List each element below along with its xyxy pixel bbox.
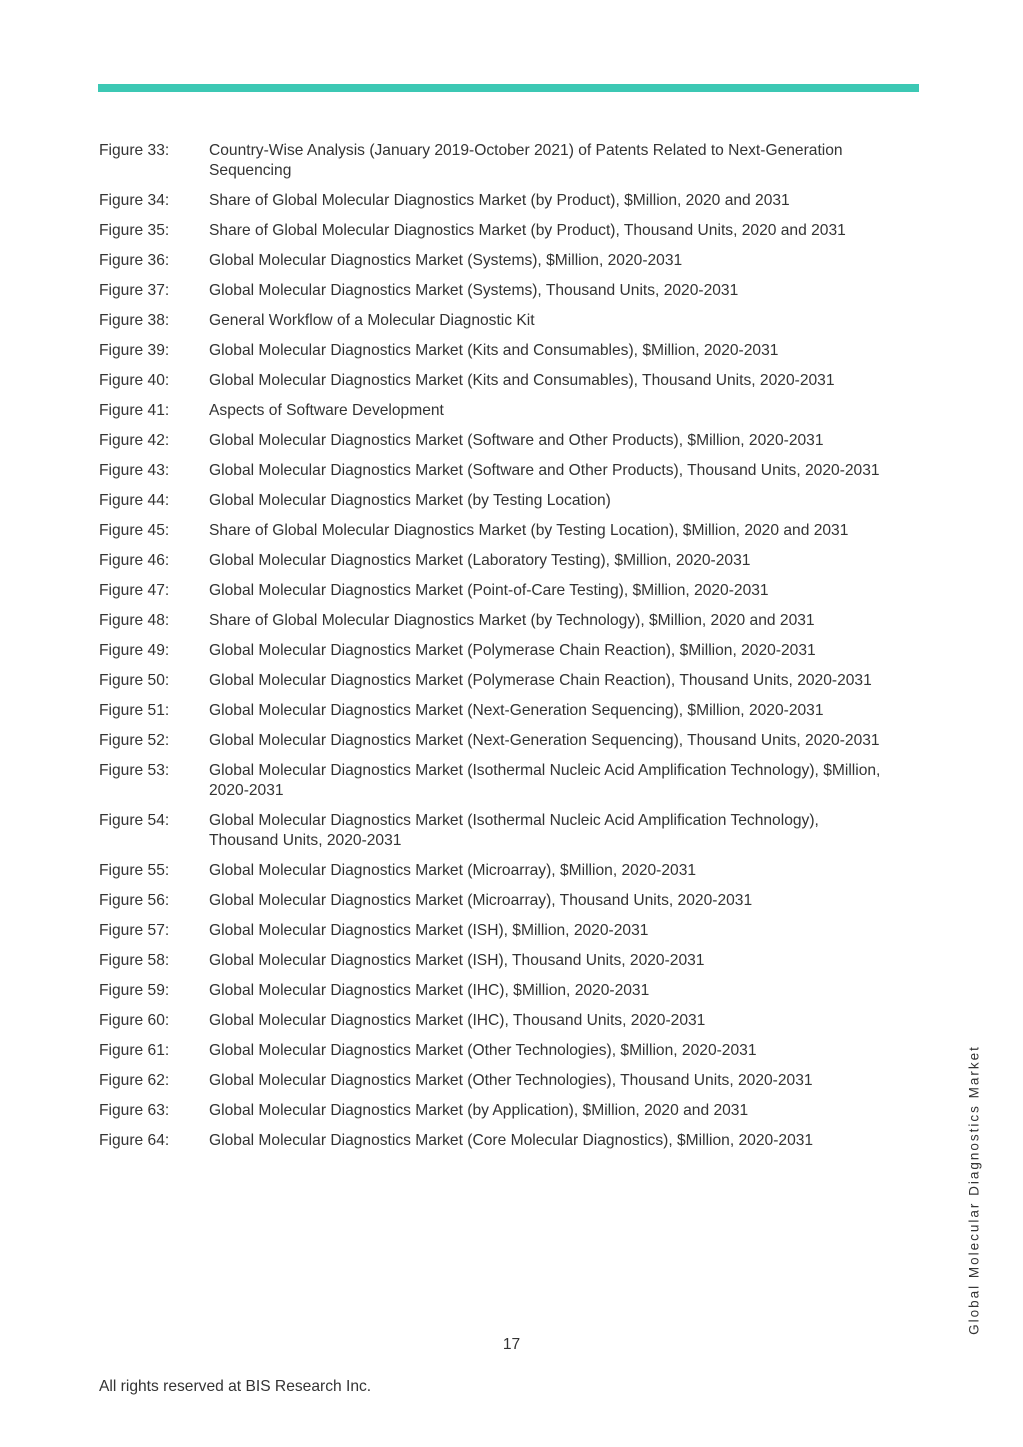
figure-number: Figure 55: [99, 862, 170, 879]
figure-entry[interactable] [99, 221, 899, 241]
figure-entry[interactable] [99, 491, 899, 511]
figure-title: Global Molecular Diagnostics Market (Core Molecular Diagnostics), $Million, 2020-2031 [209, 1132, 814, 1149]
figure-entry[interactable] [99, 861, 899, 881]
figure-entry[interactable] [99, 311, 899, 331]
figure-title: Global Molecular Diagnostics Market (Polymerase Chain Reaction), Thousand Units, 2020-2031 [209, 672, 872, 689]
figure-entry[interactable] [99, 641, 899, 661]
figure-title: Aspects of Software Development [209, 402, 444, 419]
figure-entry[interactable] [99, 281, 899, 301]
figure-title: Global Molecular Diagnostics Market (Next-Generation Sequencing), $Million, 2020-2031 [209, 702, 824, 719]
figure-title: Global Molecular Diagnostics Market (Software and Other Products), $Million, 2020-2031 [209, 432, 824, 449]
figure-entry[interactable] [99, 811, 899, 851]
figure-number: Figure 51: [99, 702, 170, 719]
figure-number: Figure 35: [99, 222, 170, 239]
figure-entry[interactable] [99, 891, 899, 911]
figure-title: Global Molecular Diagnostics Market (Other Technologies), Thousand Units, 2020-2031 [209, 1072, 813, 1089]
figure-title: Global Molecular Diagnostics Market (by Application), $Million, 2020 and 2031 [209, 1102, 749, 1119]
figure-number: Figure 61: [99, 1042, 170, 1059]
figure-number: Figure 50: [99, 672, 170, 689]
figure-number: Figure 45: [99, 522, 170, 539]
figure-title: Global Molecular Diagnostics Market (by Testing Location) [209, 492, 611, 509]
figure-entry[interactable] [99, 701, 899, 721]
figure-number: Figure 42: [99, 432, 170, 449]
figure-entry[interactable] [99, 551, 899, 571]
figure-number: Figure 57: [99, 922, 170, 939]
figure-title: Global Molecular Diagnostics Market (ISH), $Million, 2020-2031 [209, 922, 649, 939]
footer-copyright: All rights reserved at BIS Research Inc. [99, 1378, 372, 1395]
figure-number: Figure 54: [99, 812, 170, 829]
figure-number: Figure 62: [99, 1072, 170, 1089]
figure-number: Figure 53: [99, 762, 170, 779]
figure-number: Figure 37: [99, 282, 170, 299]
figure-number: Figure 44: [99, 492, 170, 509]
figure-entry[interactable] [99, 341, 899, 361]
figure-entry[interactable] [99, 921, 899, 941]
figure-entry[interactable] [99, 141, 899, 181]
figure-title: Share of Global Molecular Diagnostics Market (by Product), Thousand Units, 2020 and 2031 [209, 222, 846, 239]
figure-title: Global Molecular Diagnostics Market (Other Technologies), $Million, 2020-2031 [209, 1042, 757, 1059]
figure-entry[interactable] [99, 251, 899, 271]
figure-title: Global Molecular Diagnostics Market (Systems), $Million, 2020-2031 [209, 252, 683, 269]
figure-entry[interactable] [99, 1011, 899, 1031]
figure-entry[interactable] [99, 951, 899, 971]
figure-number: Figure 49: [99, 642, 170, 659]
figure-title: Global Molecular Diagnostics Market (Software and Other Products), Thousand Units, 2020-2031 [209, 462, 880, 479]
figure-number: Figure 60: [99, 1012, 170, 1029]
figure-title: Global Molecular Diagnostics Market (IHC), Thousand Units, 2020-2031 [209, 1012, 706, 1029]
figure-title: Global Molecular Diagnostics Market (Microarray), $Million, 2020-2031 [209, 862, 697, 879]
figure-title: Global Molecular Diagnostics Market (Point-of-Care Testing), $Million, 2020-2031 [209, 582, 769, 599]
figure-entry[interactable] [99, 191, 899, 211]
header-accent-bar [98, 84, 919, 92]
figure-title: Country-Wise Analysis (January 2019-October 2021) of Patents Related to Next-Generation Sequencing [209, 142, 843, 179]
page-number: 17 [502, 1336, 521, 1353]
figure-title: Global Molecular Diagnostics Market (Microarray), Thousand Units, 2020-2031 [209, 892, 753, 909]
figure-entry[interactable] [99, 981, 899, 1001]
figure-title: Global Molecular Diagnostics Market (Next-Generation Sequencing), Thousand Units, 2020-2031 [209, 732, 880, 749]
figure-title: Global Molecular Diagnostics Market (IHC), $Million, 2020-2031 [209, 982, 650, 999]
figure-entry[interactable] [99, 731, 899, 751]
figure-title: General Workflow of a Molecular Diagnostic Kit [209, 312, 535, 329]
figure-entry[interactable] [99, 671, 899, 691]
figure-number: Figure 33: [99, 142, 170, 159]
figure-title: Global Molecular Diagnostics Market (Laboratory Testing), $Million, 2020-2031 [209, 552, 751, 569]
figure-number: Figure 41: [99, 402, 170, 419]
figure-title: Global Molecular Diagnostics Market (Kits and Consumables), $Million, 2020-2031 [209, 342, 779, 359]
figure-number: Figure 46: [99, 552, 170, 569]
figure-entry[interactable] [99, 1071, 899, 1091]
figure-number: Figure 64: [99, 1132, 170, 1149]
figure-entry[interactable] [99, 1131, 899, 1151]
figure-number: Figure 59: [99, 982, 170, 999]
figure-entry[interactable] [99, 401, 899, 421]
figure-entry[interactable] [99, 611, 899, 631]
figure-title: Global Molecular Diagnostics Market (ISH), Thousand Units, 2020-2031 [209, 952, 705, 969]
figure-number: Figure 48: [99, 612, 170, 629]
figure-title: Global Molecular Diagnostics Market (Isothermal Nucleic Acid Amplification Technology), Thousand Units, 2020-2031 [209, 812, 819, 849]
figure-entry[interactable] [99, 581, 899, 601]
figure-entry[interactable] [99, 461, 899, 481]
side-document-title: Global Molecular Diagnostics Market [966, 1045, 982, 1335]
figure-number: Figure 56: [99, 892, 170, 909]
figure-number: Figure 34: [99, 192, 170, 209]
figure-number: Figure 36: [99, 252, 170, 269]
figure-title: Share of Global Molecular Diagnostics Market (by Product), $Million, 2020 and 2031 [209, 192, 790, 209]
figure-number: Figure 58: [99, 952, 170, 969]
figure-entry[interactable] [99, 1041, 899, 1061]
figure-title: Global Molecular Diagnostics Market (Polymerase Chain Reaction), $Million, 2020-2031 [209, 642, 816, 659]
figure-number: Figure 43: [99, 462, 170, 479]
figure-title: Global Molecular Diagnostics Market (Systems), Thousand Units, 2020-2031 [209, 282, 739, 299]
figure-number: Figure 47: [99, 582, 170, 599]
figure-number: Figure 63: [99, 1102, 170, 1119]
figure-entry[interactable] [99, 1101, 899, 1121]
figure-title: Share of Global Molecular Diagnostics Market (by Testing Location), $Million, 2020 and 2031 [209, 522, 849, 539]
figure-number: Figure 38: [99, 312, 170, 329]
figure-entry[interactable] [99, 371, 899, 391]
figure-number: Figure 39: [99, 342, 170, 359]
figure-entry[interactable] [99, 431, 899, 451]
list-of-figures [99, 141, 899, 1161]
figure-title: Share of Global Molecular Diagnostics Market (by Technology), $Million, 2020 and 2031 [209, 612, 815, 629]
figure-number: Figure 52: [99, 732, 170, 749]
figure-title: Global Molecular Diagnostics Market (Isothermal Nucleic Acid Amplification Technology), $Million, 2020-2031 [209, 762, 881, 799]
figure-entry[interactable] [99, 521, 899, 541]
figure-entry[interactable] [99, 761, 899, 801]
figure-number: Figure 40: [99, 372, 170, 389]
figure-title: Global Molecular Diagnostics Market (Kits and Consumables), Thousand Units, 2020-2031 [209, 372, 835, 389]
